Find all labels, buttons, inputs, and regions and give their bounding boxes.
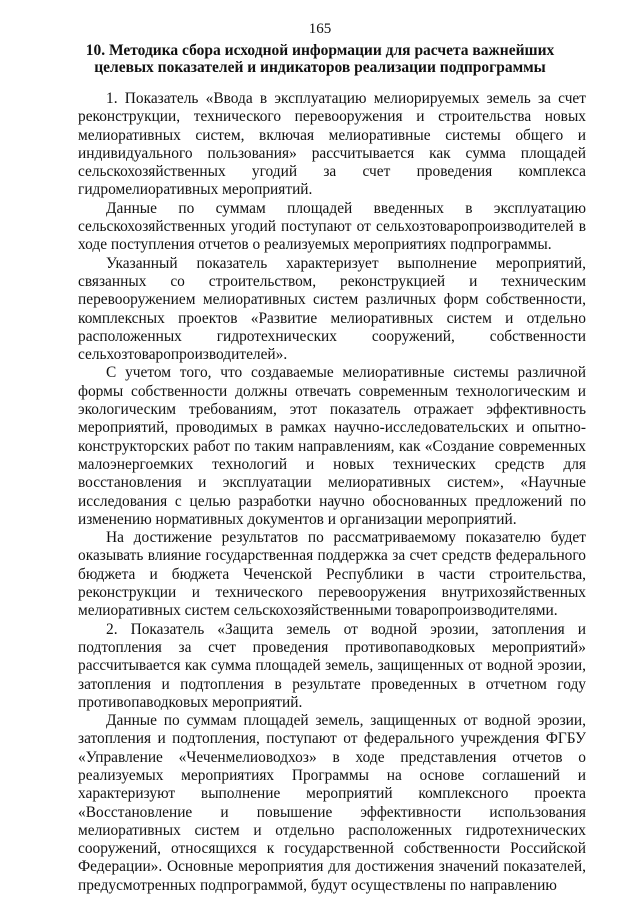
paragraph: Данные по суммам площадей земель, защищенных от водной эрозии, затопления и подтопления, поступают от федерального учреждения ФГБУ «Управление «Чеченмелиоводхоз» в ходе представления отчетов о реализуемых мероприятиях Программы на основе соглашений и характеризуют выполнение мероприятий комплексного проекта «Восстановление и повышение эффективности использования мелиоративных систем и отдельно расположенных гидротехнических сооружений, относящихся к государственной собственности Российской Федерации». Основные мероприятия для достижения значений показателей, предусмотренных подпрограммой, будут осуществлены по направлению [78,712,586,894]
paragraph: С учетом того, что создаваемые мелиоративные системы различной формы собственности должны отвечать современным технологическим и экологическим требованиям, этот показатель отражает эффективность мероприятий, проводимых в рамках научно-исследовательских и опытно-конструкторских работ по таким направлениям, как «Создание современных малоэнергоемких технологий и новых технических средств для восстановления и эксплуатации мелиоративных систем», «Научные исследования с целью разработки научно обоснованных предложений по изменению нормативных документов и организации мероприятий. [78,364,586,528]
paragraph: 2. Показатель «Защита земель от водной эрозии, затопления и подтопления за счет проведения противопаводковых мероприятий» рассчитывается как сумма площадей земель, защищенных от водной эрозии, затопления и подтопления в результате проведенных в отчетном году противопаводковых мероприятий. [78,620,586,711]
paragraph: На достижение результатов по рассматриваемому показателю будет оказывать влияние государственная поддержка за счет средств федерального бюджета и бюджета Чеченской Республики в части строительства, реконструкции и технического перевооружения внутрихозяйственных мелиоративных систем сельскохозяйственными товаропроизводителями. [78,529,586,620]
paragraph: 1. Показатель «Ввода в эксплуатацию мелиорируемых земель за счет реконструкции, технического перевооружения и строительства новых мелиоративных систем, включая мелиоративные системы общего и индивидуального пользования» рассчитывается как сумма площадей сельскохозяйственных угодий за счет проведения комплекса гидромелиоративных мероприятий. [78,90,586,199]
section-heading-line-2: целевых показателей и индикаторов реализации подпрограммы [94,59,546,76]
section-heading [70,42,570,76]
section-heading-line-1: 10. Методика сбора исходной информации для расчета важнейших [85,42,555,59]
page-number: 165 [308,21,332,37]
paragraph: Данные по суммам площадей введенных в эксплуатацию сельскохозяйственных угодий поступают от сельхозтоваропроизводителей в ходе поступления отчетов о реализуемых мероприятиях подпрограммы. [78,199,586,254]
document-body [78,90,586,895]
paragraph: Указанный показатель характеризует выполнение мероприятий, связанных со строительством, реконструкцией и техническим перевооружением мелиоративных систем различных форм собственности, комплексных проектов «Развитие мелиоративных систем и отдельно расположенных гидротехнических сооружений, собственности сельхозтоваропроизводителей». [78,254,586,364]
